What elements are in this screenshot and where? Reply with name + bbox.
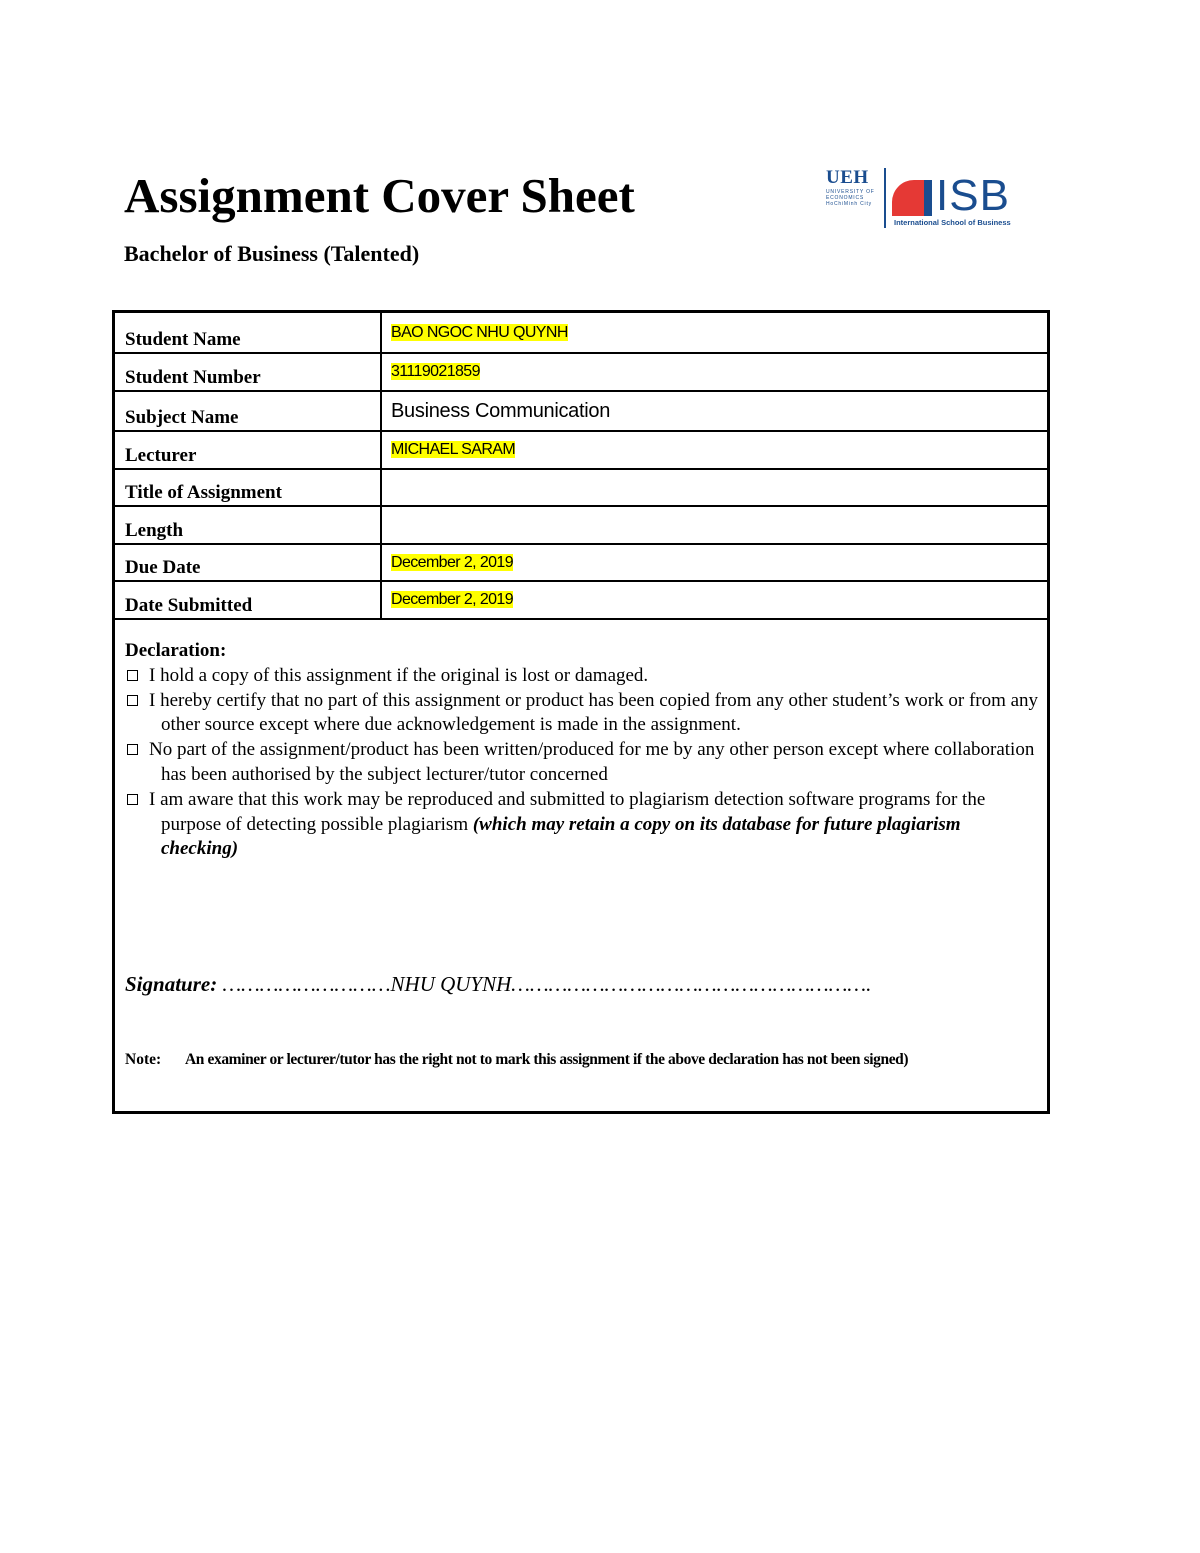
declaration-item — [125, 689, 1040, 739]
isb-logo-mark-icon — [892, 180, 932, 216]
field-label-length: Length — [115, 506, 381, 544]
field-label-subject-name: Subject Name — [115, 391, 381, 431]
ueh-logo — [826, 168, 882, 212]
field-value-title-of-assignment[interactable] — [381, 469, 1047, 506]
logo-divider — [884, 168, 886, 228]
declaration-text: No part of the assignment/product has been written/produced for me by any other person except where collaboration has been authorised by the subject lecturer/tutor concerned — [149, 739, 1035, 785]
note-label: Note: — [125, 1051, 162, 1068]
signature-name[interactable]: NHU QUYNH — [390, 972, 512, 996]
signature-leading-dots: ……………………… — [217, 972, 391, 996]
declaration-item — [125, 664, 1040, 689]
field-value-due-date[interactable] — [381, 544, 1047, 581]
field-label-date-submitted: Date Submitted — [115, 581, 381, 619]
date-submitted-value: December 2, 2019 — [391, 591, 514, 608]
field-value-date-submitted[interactable] — [381, 581, 1047, 619]
table-row — [115, 469, 1047, 506]
declaration-item — [125, 738, 1040, 788]
table-row — [115, 581, 1047, 619]
field-value-lecturer[interactable] — [381, 431, 1047, 469]
note-text: An examiner or lecturer/tutor has the right not to mark this assignment if the above declaration has not been signed) — [185, 1051, 909, 1068]
checkbox-icon[interactable] — [127, 670, 138, 681]
institution-logo — [826, 168, 1032, 230]
declaration-emphasis: (which may retain a copy on its database for future plagiarism checking) — [161, 813, 961, 860]
checkbox-icon[interactable] — [127, 794, 138, 805]
table-row — [115, 353, 1047, 391]
student-number-value: 31119021859 — [391, 363, 480, 380]
signature-trailing-dots: …………………………………………………. — [511, 972, 872, 996]
note-section — [125, 1049, 1025, 1071]
checkbox-icon[interactable] — [127, 744, 138, 755]
declaration-text: I am aware that this work may be reproduced and submitted to plagiarism detection software programs for the purpose of detecting possible plagiarism — [149, 788, 986, 835]
declaration-text: I hereby certify that no part of this assignment or product has been copied from any other student’s work or from any other source except where due acknowledgement is made in the assignment. — [149, 689, 1039, 736]
page-title: Assignment Cover Sheet — [124, 168, 635, 223]
subject-name-value: Business Communication — [391, 400, 611, 422]
page-subtitle: Bachelor of Business (Talented) — [124, 241, 420, 266]
field-label-lecturer: Lecturer — [115, 431, 381, 469]
declaration-title: Declaration: — [125, 640, 227, 661]
declaration-item — [125, 788, 1040, 862]
field-value-subject-name[interactable] — [381, 391, 1047, 431]
isb-logo-text: ISB — [936, 171, 1010, 220]
isb-logo-subtext: International School of Business — [894, 218, 1011, 227]
student-details-table — [115, 313, 1047, 620]
declaration-section — [125, 639, 1040, 862]
checkbox-icon[interactable] — [127, 695, 138, 706]
declaration-text: I hold a copy of this assignment if the original is lost or damaged. — [149, 664, 649, 686]
field-value-length[interactable] — [381, 506, 1047, 544]
student-name-value: BAO NGOC NHU QUYNH — [391, 323, 568, 341]
cover-sheet-form — [112, 310, 1050, 1114]
ueh-logo-subtext: UNIVERSITY OF ECONOMICS HoChiMinh City — [826, 189, 875, 207]
due-date-value: December 2, 2019 — [391, 553, 514, 571]
table-row — [115, 544, 1047, 581]
table-row — [115, 391, 1047, 431]
signature-label: Signature: — [125, 972, 218, 996]
field-label-student-number: Student Number — [115, 353, 381, 391]
table-row — [115, 313, 1047, 353]
field-value-student-number[interactable] — [381, 353, 1047, 391]
field-label-title-of-assignment: Title of Assignment — [115, 469, 381, 506]
field-label-due-date: Due Date — [115, 544, 381, 581]
field-label-student-name: Student Name — [115, 313, 381, 353]
table-row — [115, 431, 1047, 469]
signature-line — [125, 971, 871, 997]
ueh-logo-text: UEH — [826, 167, 869, 188]
table-row — [115, 506, 1047, 544]
field-value-student-name[interactable] — [381, 313, 1047, 353]
lecturer-value: MICHAEL SARAM — [391, 441, 516, 458]
